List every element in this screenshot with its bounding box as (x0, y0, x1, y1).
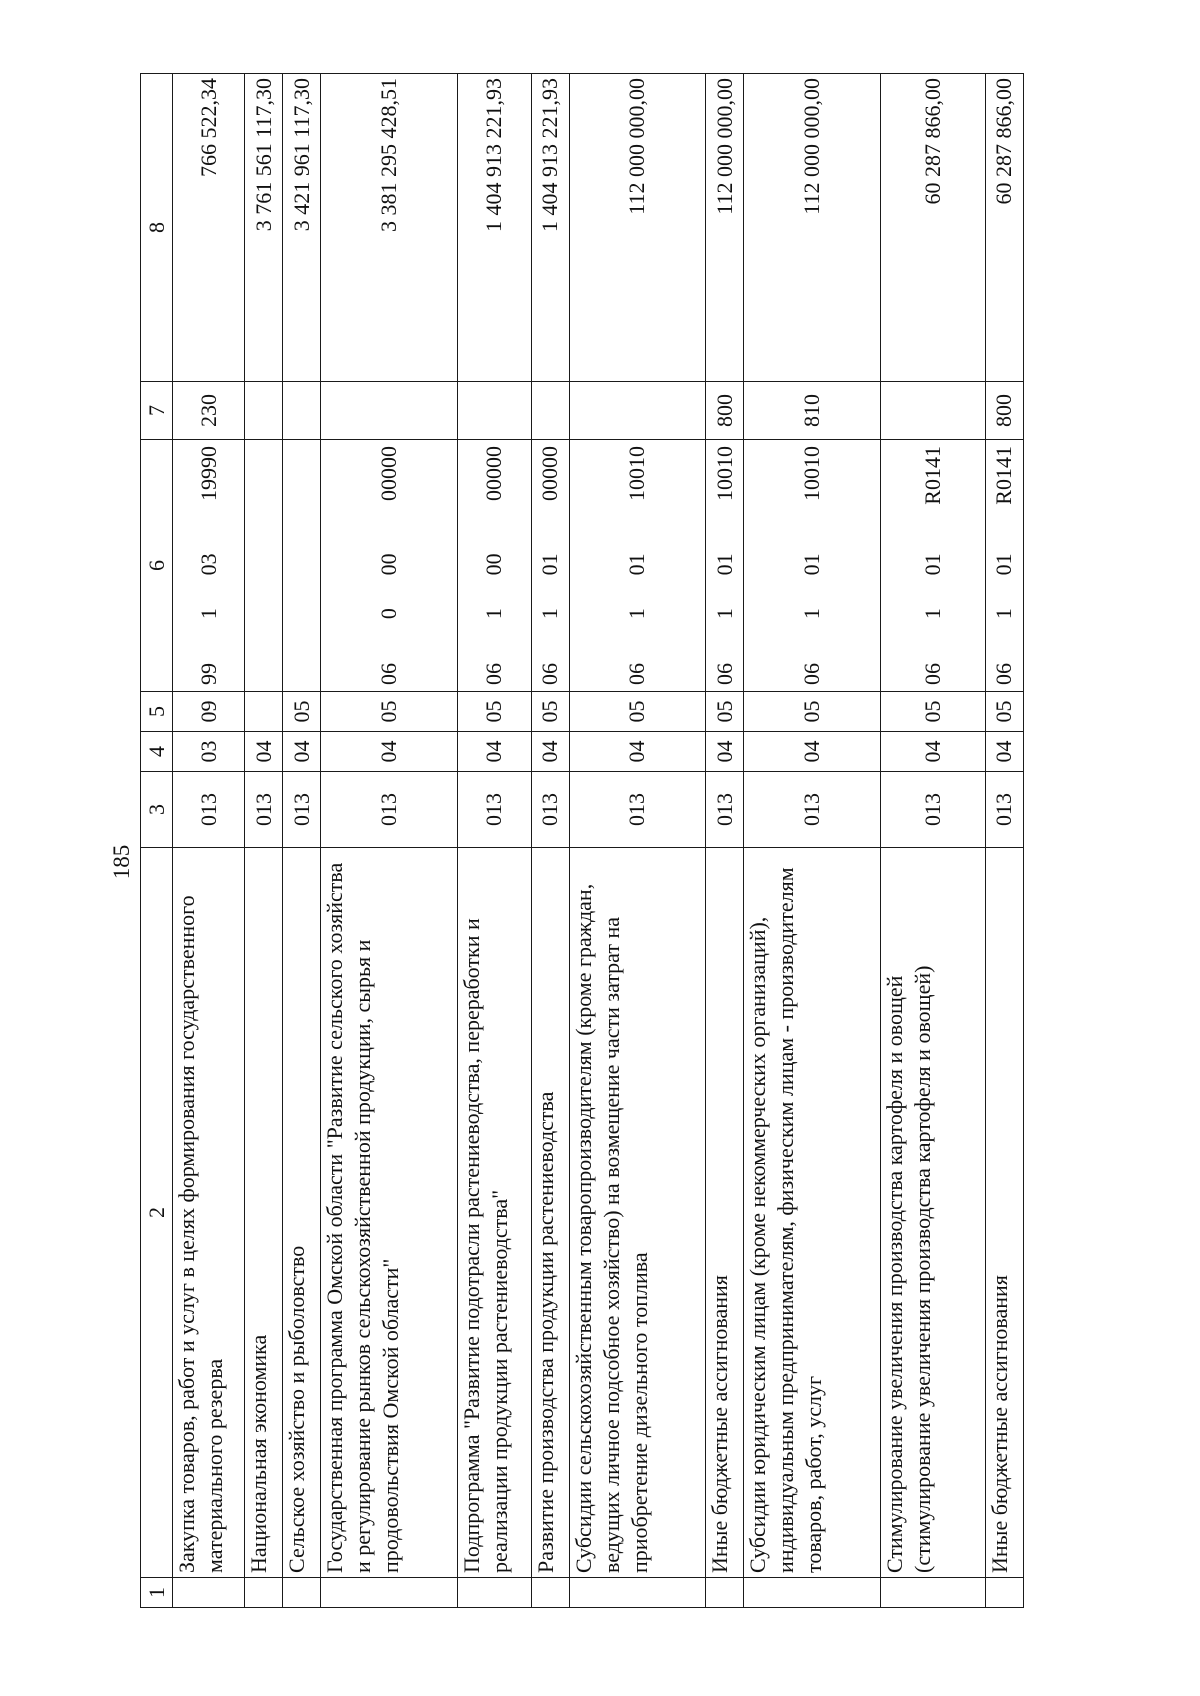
header-col-4: 4 (141, 732, 173, 772)
row-number-cell (531, 1578, 569, 1608)
subsection-code-cell: 05 (985, 692, 1023, 732)
subprogram-code: 1 (481, 608, 507, 620)
header-col-7: 7 (141, 382, 173, 440)
direction-code: 19990 (195, 446, 221, 502)
direction-code: 10010 (798, 446, 824, 502)
event-code: 00 (375, 553, 401, 576)
expense-type-cell: 230 (173, 382, 245, 440)
budget-table (140, 73, 1024, 1608)
section-code-cell: 04 (531, 732, 569, 772)
row-number-cell (744, 1578, 881, 1608)
header-col-1: 1 (141, 1578, 173, 1608)
expense-type-cell (321, 382, 458, 440)
event-code: 01 (624, 553, 650, 576)
description-cell: Субсидии сельскохозяйственным товаропроизводителям (кроме граждан, ведущих личное подсобное хозяйство) на возмещение части затрат на приобретение дизельного топлива (569, 848, 706, 1578)
target-article-cell (880, 440, 985, 692)
event-code: 00 (481, 553, 507, 576)
subsection-code-cell (245, 692, 283, 732)
header-col-3: 3 (141, 772, 173, 848)
amount-cell: 3 421 961 117,30 (283, 74, 321, 382)
rotated-table-wrapper (140, 74, 1024, 1608)
subsection-code-cell: 05 (283, 692, 321, 732)
header-col-5: 5 (141, 692, 173, 732)
subsection-code-cell: 05 (880, 692, 985, 732)
header-col-6: 6 (141, 440, 173, 692)
section-code-cell: 04 (706, 732, 744, 772)
program-code: 06 (919, 663, 945, 685)
description-cell: Субсидии юридическим лицам (кроме некоммерческих организаций), индивидуальным предпринимателям, физическим лицам - производителям товаров, работ, услуг (744, 848, 881, 1578)
event-code: 01 (537, 553, 563, 576)
direction-code: R0141 (991, 446, 1017, 505)
table-row (457, 74, 531, 1608)
direction-code: 10010 (711, 446, 737, 502)
target-article-cell (531, 440, 569, 692)
table-row (173, 74, 245, 1608)
expense-type-cell: 800 (706, 382, 744, 440)
amount-cell: 112 000 000,00 (744, 74, 881, 382)
section-code-cell: 04 (283, 732, 321, 772)
ministry-code-cell: 013 (173, 772, 245, 848)
subprogram-code: 1 (711, 608, 737, 620)
header-col-8: 8 (141, 74, 173, 382)
row-number-cell (283, 1578, 321, 1608)
description-cell: Развитие производства продукции растениеводства (531, 848, 569, 1578)
event-code: 01 (711, 553, 737, 576)
amount-cell: 112 000 000,00 (706, 74, 744, 382)
table-row (283, 74, 321, 1608)
amount-cell: 1 404 913 221,93 (531, 74, 569, 382)
subsection-code-cell: 05 (569, 692, 706, 732)
program-code: 06 (798, 663, 824, 685)
event-code: 01 (991, 553, 1017, 576)
row-number-cell (173, 1578, 245, 1608)
subprogram-code: 0 (375, 608, 401, 620)
subprogram-code: 1 (991, 608, 1017, 620)
page-number: 185 (109, 844, 134, 880)
table-row (880, 74, 985, 1608)
amount-cell: 766 522,34 (173, 74, 245, 382)
row-number-cell (985, 1578, 1023, 1608)
row-number-cell (321, 1578, 458, 1608)
expense-type-cell (569, 382, 706, 440)
target-article-cell (744, 440, 881, 692)
amount-cell: 60 287 866,00 (880, 74, 985, 382)
subprogram-code: 1 (624, 608, 650, 620)
subsection-code-cell: 05 (744, 692, 881, 732)
ministry-code-cell: 013 (985, 772, 1023, 848)
row-number-cell (457, 1578, 531, 1608)
program-code: 99 (195, 663, 221, 685)
event-code: 01 (798, 553, 824, 576)
expense-type-cell (880, 382, 985, 440)
target-article-cell (457, 440, 531, 692)
section-code-cell: 04 (985, 732, 1023, 772)
table-row (245, 74, 283, 1608)
ministry-code-cell: 013 (457, 772, 531, 848)
table-row (321, 74, 458, 1608)
target-article-cell (706, 440, 744, 692)
event-code: 01 (919, 553, 945, 576)
ministry-code-cell: 013 (744, 772, 881, 848)
row-number-cell (880, 1578, 985, 1608)
amount-cell: 60 287 866,00 (985, 74, 1023, 382)
subsection-code-cell: 05 (457, 692, 531, 732)
ministry-code-cell: 013 (321, 772, 458, 848)
section-code-cell: 04 (321, 732, 458, 772)
program-code: 06 (991, 663, 1017, 685)
program-code: 06 (711, 663, 737, 685)
program-code: 06 (481, 663, 507, 685)
direction-code: 00000 (537, 446, 563, 502)
target-article-cell (985, 440, 1023, 692)
table-row (985, 74, 1023, 1608)
description-cell: Государственная программа Омской области "Развитие сельского хозяйства и регулирование рынков сельскохозяйственной продукции, сырья и продовольствия Омской области" (321, 848, 458, 1578)
description-cell: Закупка товаров, работ и услуг в целях формирования государственного материального резерва (173, 848, 245, 1578)
target-article-cell (173, 440, 245, 692)
description-cell: Иные бюджетные ассигнования (706, 848, 744, 1578)
header-row (141, 74, 173, 1608)
subprogram-code: 1 (537, 608, 563, 620)
table-row (744, 74, 881, 1608)
row-number-cell (569, 1578, 706, 1608)
ministry-code-cell: 013 (245, 772, 283, 848)
subsection-code-cell: 09 (173, 692, 245, 732)
ministry-code-cell: 013 (283, 772, 321, 848)
section-code-cell: 04 (880, 732, 985, 772)
table-row (531, 74, 569, 1608)
expense-type-cell (283, 382, 321, 440)
subprogram-code: 1 (919, 608, 945, 620)
amount-cell: 3 381 295 428,51 (321, 74, 458, 382)
row-number-cell (245, 1578, 283, 1608)
subprogram-code: 1 (195, 608, 221, 620)
section-code-cell: 04 (569, 732, 706, 772)
expense-type-cell (457, 382, 531, 440)
amount-cell: 112 000 000,00 (569, 74, 706, 382)
table-row (569, 74, 706, 1608)
section-code-cell: 03 (173, 732, 245, 772)
row-number-cell (706, 1578, 744, 1608)
description-cell: Национальная экономика (245, 848, 283, 1578)
subsection-code-cell: 05 (321, 692, 458, 732)
event-code: 03 (195, 553, 221, 576)
description-cell: Иные бюджетные ассигнования (985, 848, 1023, 1578)
ministry-code-cell: 013 (880, 772, 985, 848)
expense-type-cell: 800 (985, 382, 1023, 440)
program-code: 06 (624, 663, 650, 685)
subprogram-code: 1 (798, 608, 824, 620)
ministry-code-cell: 013 (569, 772, 706, 848)
ministry-code-cell: 013 (531, 772, 569, 848)
section-code-cell: 04 (457, 732, 531, 772)
description-cell: Сельское хозяйство и рыболовство (283, 848, 321, 1578)
description-cell: Стимулирование увеличения производства картофеля и овощей (стимулирование увеличения производства картофеля и овощей) (880, 848, 985, 1578)
target-article-cell (245, 440, 283, 692)
table-row (706, 74, 744, 1608)
program-code: 06 (537, 663, 563, 685)
target-article-cell (283, 440, 321, 692)
direction-code: 00000 (375, 446, 401, 502)
program-code: 06 (375, 663, 401, 685)
section-code-cell: 04 (245, 732, 283, 772)
target-article-cell (569, 440, 706, 692)
subsection-code-cell: 05 (531, 692, 569, 732)
description-cell: Подпрограмма "Развитие подотрасли растениеводства, переработки и реализации продукции растениеводства" (457, 848, 531, 1578)
expense-type-cell: 810 (744, 382, 881, 440)
section-code-cell: 04 (744, 732, 881, 772)
target-article-cell (321, 440, 458, 692)
ministry-code-cell: 013 (706, 772, 744, 848)
direction-code: 10010 (624, 446, 650, 502)
expense-type-cell (531, 382, 569, 440)
amount-cell: 3 761 561 117,30 (245, 74, 283, 382)
subsection-code-cell: 05 (706, 692, 744, 732)
amount-cell: 1 404 913 221,93 (457, 74, 531, 382)
direction-code: 00000 (481, 446, 507, 502)
expense-type-cell (245, 382, 283, 440)
header-col-2: 2 (141, 848, 173, 1578)
direction-code: R0141 (919, 446, 945, 505)
